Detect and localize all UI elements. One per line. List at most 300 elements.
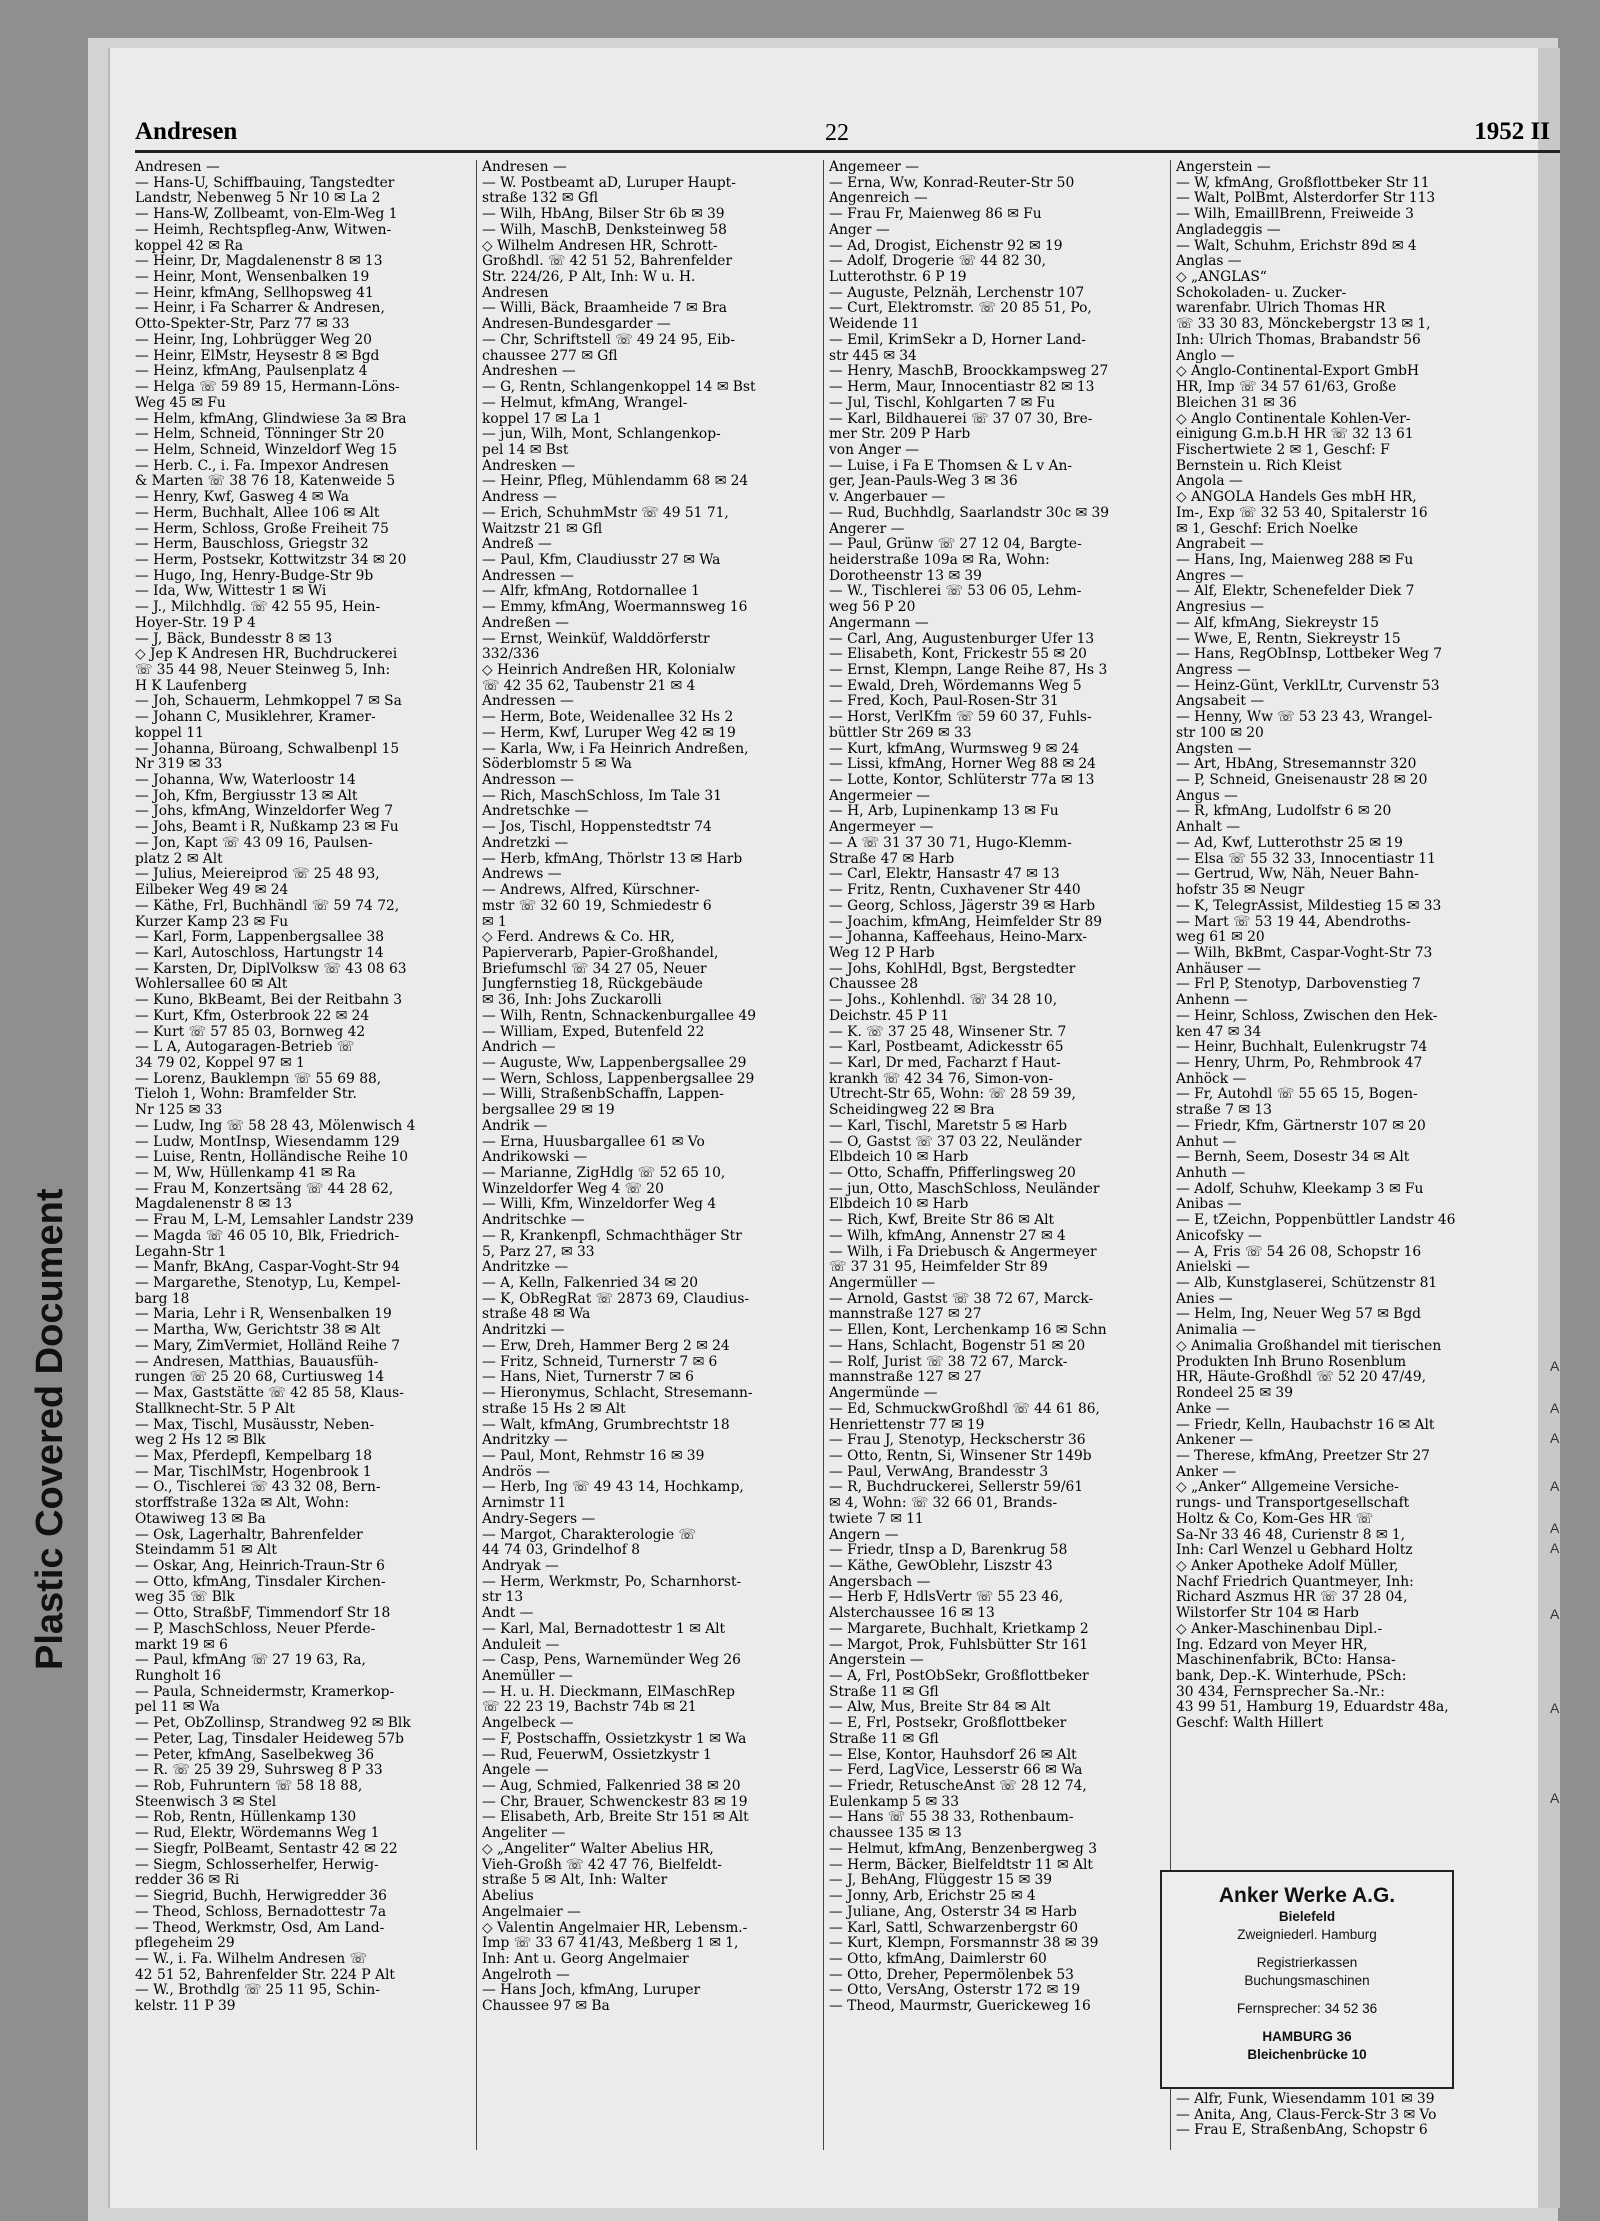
directory-entry: — Herm, Maur, Innocentiastr 82 ✉ 13 xyxy=(829,380,1095,396)
directory-entry: — Frau M, L-M, Lemsahler Landstr 239 xyxy=(135,1213,414,1229)
directory-entry: — Rich, Kwf, Breite Str 86 ✉ Alt xyxy=(829,1213,1055,1229)
directory-entry: — Kurt, Kfm, Osterbrook 22 ✉ 24 xyxy=(135,1008,370,1024)
directory-entry: Angele — xyxy=(482,1763,549,1779)
edge-letter: A xyxy=(1550,1790,1560,1806)
directory-entry: — Henny, Ww ☏ 53 23 43, Wrangel- xyxy=(1176,710,1433,726)
directory-entry: — Chr, Brauer, Schwenckestr 83 ✉ 19 xyxy=(482,1794,748,1810)
directory-entry: — Ernst, Klempn, Lange Reihe 87, Hs 3 xyxy=(829,663,1108,678)
directory-entry: barg 18 xyxy=(135,1291,190,1307)
directory-entry: — Walt, kfmAng, Grumbrechtstr 18 xyxy=(482,1417,730,1433)
directory-entry: — Herm, Werkmstr, Po, Scharnhorst- xyxy=(482,1574,742,1590)
directory-entry: ✉ 4, Wohn: ☏ 32 66 01, Brands- xyxy=(829,1496,1058,1512)
directory-entry: — Herm, Bauschloss, Griegstr 32 xyxy=(135,537,369,553)
directory-entry: Winzeldorfer Weg 4 ☏ 20 xyxy=(482,1181,664,1197)
directory-entry: — Hieronymus, Schlacht, Stresemann- xyxy=(482,1386,753,1402)
directory-entry: — M, Ww, Hüllenkamp 41 ✉ Ra xyxy=(135,1166,356,1181)
directory-entry: — Max, Gaststätte ☏ 42 85 58, Klaus- xyxy=(135,1386,404,1402)
directory-entry: — Theod, Werkmstr, Osd, Am Land- xyxy=(135,1920,385,1936)
directory-entry: — Wilh, HbAng, Bilser Str 6b ✉ 39 xyxy=(482,207,725,223)
directory-entry: — Paul, VerwAng, Brandesstr 3 xyxy=(829,1464,1049,1480)
directory-entry: Henriettenstr 77 ✉ 19 xyxy=(829,1417,985,1433)
directory-entry: Steindamm 51 ✉ Alt xyxy=(135,1543,277,1559)
directory-entry: ◇ Anglo-Continental-Export GmbH xyxy=(1176,364,1420,380)
directory-entry: Angres — xyxy=(1176,568,1244,584)
directory-entry: chaussee 277 ✉ Gfl xyxy=(482,348,618,364)
directory-entry: — Theod, Schloss, Bernadottestr 7a xyxy=(135,1904,387,1920)
directory-entry: ◇ Anglo Continentale Kohlen-Ver- xyxy=(1176,411,1411,427)
directory-entry: — Frl P, Stenotyp, Darbovenstieg 7 xyxy=(1176,977,1421,993)
directory-entry: ☏ 35 44 98, Neuer Steinweg 5, Inh: xyxy=(135,663,391,678)
directory-entry: — A, Fris ☏ 54 26 08, Schopstr 16 xyxy=(1176,1244,1422,1260)
directory-entry: warenfabr. Ulrich Thomas HR xyxy=(1176,301,1386,317)
directory-entry: Angladeggis — xyxy=(1176,222,1281,238)
directory-entry: — Helm, Schneid, Winzeldorf Weg 15 xyxy=(135,442,398,458)
directory-entry: Jungfernstieg 18, Rückgebäude xyxy=(482,977,703,993)
directory-entry: — Siegfr, PolBeamt, Sentastr 42 ✉ 22 xyxy=(135,1841,398,1857)
directory-entry: Andresken — xyxy=(482,458,576,474)
edge-letter: A xyxy=(1550,1540,1560,1556)
edge-letter: A xyxy=(1550,1400,1560,1416)
directory-entry: Stallknecht-Str. 5 P Alt xyxy=(135,1401,295,1417)
directory-entry: — Johanna, Ww, Waterloostr 14 xyxy=(135,773,356,789)
directory-entry: Anhut — xyxy=(1176,1134,1237,1150)
directory-entry: markt 19 ✉ 6 xyxy=(135,1637,228,1653)
directory-entry: — Oskar, Ang, Heinrich-Traun-Str 6 xyxy=(135,1558,385,1574)
directory-entry: Angus — xyxy=(1176,788,1238,804)
directory-entry: redder 36 ✉ Ri xyxy=(135,1873,240,1889)
directory-entry: — Herm, Bote, Weidenallee 32 Hs 2 xyxy=(482,710,734,726)
directory-entry: — Horst, VerlKfm ☏ 59 60 37, Fuhls- xyxy=(829,710,1092,726)
directory-entry: Angersbach — xyxy=(829,1574,931,1590)
directory-entry: — Joh, Schauerm, Lehmkoppel 7 ✉ Sa xyxy=(135,694,402,710)
directory-entry: mannstraße 127 ✉ 27 xyxy=(829,1307,982,1323)
directory-entry: Ing. Edzard von Meyer HR, xyxy=(1176,1637,1368,1653)
directory-entry: ☏ 22 23 19, Bachstr 74b ✉ 21 xyxy=(482,1700,697,1716)
directory-entry: — Karla, Ww, i Fa Heinrich Andreßen, xyxy=(482,741,749,757)
directory-entry: — W., i. Fa. Wilhelm Andresen ☏ xyxy=(135,1951,367,1967)
directory-entry: Angermünde — xyxy=(829,1386,938,1402)
directory-entry: Andritschke — xyxy=(482,1213,585,1229)
directory-entry: Anibas — xyxy=(1176,1197,1242,1213)
directory-entry: — Erich, SchuhmMstr ☏ 49 51 71, xyxy=(482,505,729,521)
directory-entry: Imp ☏ 33 67 41/43, Meßberg 1 ✉ 1, xyxy=(482,1936,739,1952)
header-page-number: 22 xyxy=(825,120,849,146)
directory-entry: Nachf Friedrich Quantmeyer, Inh: xyxy=(1176,1574,1414,1590)
directory-entry: Legahn-Str 1 xyxy=(135,1244,227,1260)
directory-entry: Andresen — xyxy=(482,160,567,175)
directory-entry: — J., Milchhdlg. ☏ 42 55 95, Hein- xyxy=(135,600,381,616)
directory-entry: — R. ☏ 25 39 29, Suhrsweg 8 P 33 xyxy=(135,1763,383,1779)
directory-entry: str 445 ✉ 34 xyxy=(829,348,917,364)
directory-entry: Angermeyer — xyxy=(829,820,934,836)
directory-entry: krankh ☏ 42 34 76, Simon-von- xyxy=(829,1071,1053,1087)
directory-entry: — Frau Fr, Maienweg 86 ✉ Fu xyxy=(829,207,1042,223)
directory-entry: bank, Dep.-K. Winterhude, PSch: xyxy=(1176,1669,1407,1684)
directory-entry: — Friedr, Kelln, Haubachstr 16 ✉ Alt xyxy=(1176,1417,1435,1433)
directory-entry: — Johs, Beamt i R, Nußkamp 23 ✉ Fu xyxy=(135,820,399,836)
directory-entry: Andreß — xyxy=(482,537,552,553)
directory-entry: — Casp, Pens, Warnemünder Weg 26 xyxy=(482,1653,741,1669)
directory-entry: — Otto, VersAng, Osterstr 172 ✉ 19 xyxy=(829,1983,1081,1999)
directory-entry: — Emmy, kfmAng, Woermannsweg 16 xyxy=(482,600,748,616)
directory-entry: — Adolf, Schuhw, Kleekamp 3 ✉ Fu xyxy=(1176,1181,1424,1197)
directory-entry: — Andresen, Matthias, Bauausfüh- xyxy=(135,1354,379,1370)
directory-entry: — Helm, Ing, Neuer Weg 57 ✉ Bgd xyxy=(1176,1307,1421,1323)
directory-entry: — Wwe, E, Rentn, Siekreystr 15 xyxy=(1176,631,1401,647)
directory-entry: — Heinr, Ing, Lohbrügger Weg 20 xyxy=(135,332,372,348)
directory-entry: — Pet, ObZollinsp, Strandweg 92 ✉ Blk xyxy=(135,1716,411,1732)
directory-entry: — Frau M, Konzertsäng ☏ 44 28 62, xyxy=(135,1181,394,1197)
directory-entry: — Else, Kontor, Hauhsdorf 26 ✉ Alt xyxy=(829,1747,1077,1763)
directory-entry: Animalia — xyxy=(1176,1323,1256,1339)
directory-entry: — Otto, kfmAng, Tinsdaler Kirchen- xyxy=(135,1574,386,1590)
directory-entry: — Chr, Schriftstell ☏ 49 24 95, Eib- xyxy=(482,332,736,348)
directory-entry: Abelius xyxy=(482,1889,534,1905)
directory-entry: Inh: Carl Wenzel u Gebhard Holtz xyxy=(1176,1543,1413,1559)
directory-entry: Weg 12 P Harb xyxy=(829,945,935,961)
directory-entry: — Wilh, BkBmt, Caspar-Voght-Str 73 xyxy=(1176,945,1433,961)
directory-entry: — Bernh, Seem, Dosestr 34 ✉ Alt xyxy=(1176,1150,1410,1166)
directory-entry: — Carl, Elektr, Hansastr 47 ✉ 13 xyxy=(829,867,1060,883)
directory-entry: — Friedr, RetuscheAnst ☏ 28 12 74, xyxy=(829,1779,1087,1795)
directory-entry: — Heinz, kfmAng, Paulsenplatz 4 xyxy=(135,364,368,380)
directory-entry: Großhdl. ☏ 42 51 52, Bahrenfelder xyxy=(482,254,733,270)
directory-entry: Schokoladen- u. Zucker- xyxy=(1176,285,1347,301)
directory-entry: Angelroth — xyxy=(482,1967,570,1983)
directory-entry: Andress — xyxy=(482,490,557,506)
directory-entry: — Joh, Kfm, Bergiusstr 13 ✉ Alt xyxy=(135,788,358,804)
directory-entry: pel 14 ✉ Bst xyxy=(482,442,569,458)
directory-entry: — Helmut, kfmAng, Benzenbergweg 3 xyxy=(829,1841,1097,1857)
directory-entry: — Johanna, Kaffeehaus, Heino-Marx- xyxy=(829,930,1088,946)
directory-entry: Anhenn — xyxy=(1176,993,1248,1009)
directory-entry: Anies — xyxy=(1176,1291,1233,1307)
directory-entry: — Johann C, Musiklehrer, Kramer- xyxy=(135,710,376,726)
column-2 xyxy=(482,160,817,2150)
directory-entry: Str. 224/26, P Alt, Inh: W u. H. xyxy=(482,270,696,286)
directory-entry: Eilbeker Weg 49 ✉ 24 xyxy=(135,883,289,899)
directory-entry: Angermann — xyxy=(829,615,929,631)
directory-entry: Andretschke — xyxy=(482,804,589,820)
directory-entry: Weidende 11 xyxy=(829,317,920,333)
directory-entry: ◇ „ANGLAS“ xyxy=(1176,270,1267,286)
directory-entry: — Juliane, Ang, Osterstr 34 ✉ Harb xyxy=(829,1904,1077,1920)
directory-entry: — J, Bäck, Bundesstr 8 ✉ 13 xyxy=(135,631,333,647)
directory-entry: kelstr. 11 P 39 xyxy=(135,1999,236,2015)
directory-entry: Andrich — xyxy=(482,1040,556,1056)
directory-entry: — Auguste, Ww, Lappenbergsallee 29 xyxy=(482,1055,747,1071)
directory-entry: — Paula, Schneidermstr, Kramerkop- xyxy=(135,1684,395,1700)
directory-entry: — Karl, Postbeamt, Adickesstr 65 xyxy=(829,1040,1064,1056)
directory-entry: Andritzki — xyxy=(482,1323,565,1339)
ad-title: Anker Werke A.G. xyxy=(1218,1884,1396,1907)
directory-entry: Nr 319 ✉ 33 xyxy=(135,757,223,773)
directory-entry: straße 132 ✉ Gfl xyxy=(482,191,599,207)
directory-entry: — Mary, ZimVermiet, Holländ Reihe 7 xyxy=(135,1338,401,1354)
directory-entry: Angress — xyxy=(1176,663,1251,678)
directory-entry: — K, TelegrAssist, Mildestieg 15 ✉ 33 xyxy=(1176,898,1442,914)
directory-entry: Andresson — xyxy=(482,773,574,789)
directory-entry: — Peter, Lag, Tinsdaler Heideweg 57b xyxy=(135,1731,404,1747)
directory-entry: — Herb. C., i. Fa. Impexor Andresen xyxy=(135,458,389,474)
directory-entry: pflegeheim 29 xyxy=(135,1936,235,1952)
directory-entry: straße 15 Hs 2 ✉ Alt xyxy=(482,1401,626,1417)
directory-entry: Utrecht-Str 65, Wohn: ☏ 28 59 39, xyxy=(829,1087,1076,1103)
directory-entry: ◇ Anker-Maschinenbau Dipl.- xyxy=(1176,1621,1383,1637)
directory-entry: Sa-Nr 33 46 48, Curienstr 8 ✉ 1, xyxy=(1176,1527,1405,1543)
directory-entry: — Rob, Fuhruntern ☏ 58 18 88, xyxy=(135,1779,363,1795)
directory-entry: — Johs., Kohlenhdl. ☏ 34 28 10, xyxy=(829,993,1058,1009)
directory-entry: — R, Krankenpfl, Schmachthäger Str xyxy=(482,1228,742,1244)
directory-entry: Anglo — xyxy=(1176,348,1235,364)
directory-entry: Anglas — xyxy=(1176,254,1242,270)
directory-entry: — Hans, Schlacht, Bogenstr 51 ✉ 20 xyxy=(829,1338,1086,1354)
directory-entry: — Ad, Drogist, Eichenstr 92 ✉ 19 xyxy=(829,238,1063,254)
directory-entry: — Karl, Tischl, Maretstr 5 ✉ Harb xyxy=(829,1118,1068,1134)
directory-entry: — Helga ☏ 59 89 15, Hermann-Löns- xyxy=(135,380,400,396)
directory-entry: — H, Arb, Lupinenkamp 13 ✉ Fu xyxy=(829,804,1059,820)
directory-entry: — Elisabeth, Kont, Frickestr 55 ✉ 20 xyxy=(829,647,1087,663)
directory-entry: — Hans ☏ 55 38 33, Rothenbaum- xyxy=(829,1810,1074,1826)
directory-entry: Vieh-Großh ☏ 42 47 76, Bielfeldt- xyxy=(482,1857,722,1873)
directory-entry: Fischertwiete 2 ✉ 1, Geschf: F xyxy=(1176,442,1390,458)
edge-letter: A xyxy=(1550,1700,1560,1716)
directory-entry: — Karl, Bildhauerei ☏ 37 07 30, Bre- xyxy=(829,411,1093,427)
directory-entry: — Ida, Ww, Wittestr 1 ✉ Wi xyxy=(135,584,327,600)
directory-entry: — Aug, Schmied, Falkenried 38 ✉ 20 xyxy=(482,1779,741,1795)
directory-entry: ☏ 37 31 95, Heimfelder Str 89 xyxy=(829,1260,1048,1276)
edge-letter: A xyxy=(1550,1478,1560,1494)
column-4 xyxy=(1176,160,1511,1855)
directory-entry: — Ferd, LagVice, Lesserstr 66 ✉ Wa xyxy=(829,1763,1083,1779)
directory-entry: — J, BehAng, Flüggestr 15 ✉ 39 xyxy=(829,1873,1053,1889)
directory-entry: — Hans, Ing, Maienweg 288 ✉ Fu xyxy=(1176,552,1414,568)
directory-entry: Andresen xyxy=(482,285,549,301)
directory-entry: Angsabeit — xyxy=(1176,694,1265,710)
directory-entry: Anhäuser — xyxy=(1176,961,1261,977)
directory-entry: Inh: Ulrich Thomas, Brabandstr 56 xyxy=(1176,332,1421,348)
directory-entry: str 100 ✉ 20 xyxy=(1176,725,1264,741)
directory-entry: Maschinenfabrik, BCto: Hansa- xyxy=(1176,1653,1396,1669)
directory-entry: — Jon, Kapt ☏ 43 09 16, Paulsen- xyxy=(135,835,373,851)
directory-entry: — O., Tischlerei ☏ 43 32 08, Bern- xyxy=(135,1480,381,1496)
column-3 xyxy=(829,160,1164,2150)
directory-entry: — Carl, Ang, Augustenburger Ufer 13 xyxy=(829,631,1095,647)
directory-entry: — Gertrud, Ww, Näh, Neuer Bahn- xyxy=(1176,867,1419,883)
directory-entry: koppel 11 xyxy=(135,725,204,741)
directory-entry: ◇ Valentin Angelmaier HR, Lebensm.- xyxy=(482,1920,748,1936)
directory-entry: — Jul, Tischl, Kohlgarten 7 ✉ Fu xyxy=(829,395,1056,411)
directory-entry: — Auguste, Pelznäh, Lerchenstr 107 xyxy=(829,285,1085,301)
directory-entry: — Therese, kfmAng, Preetzer Str 27 xyxy=(1176,1448,1430,1464)
next-page-edge xyxy=(1538,48,1560,2208)
directory-entry: — Frau E, StraßenbAng, Schopstr 6 xyxy=(1176,2123,1428,2139)
directory-entry: Bleichen 31 ✉ 36 xyxy=(1176,395,1297,411)
directory-entry: Anker — xyxy=(1176,1464,1237,1480)
directory-entry: — Otto, StraßbF, Timmendorf Str 18 xyxy=(135,1606,391,1622)
directory-entry: — Johs, KohlHdl, Bgst, Bergstedter xyxy=(829,961,1076,977)
edge-letter: A xyxy=(1550,1430,1560,1446)
directory-entry: — Margarete, Buchhalt, Krietkamp 2 xyxy=(829,1621,1089,1637)
directory-entry: — Peter, kfmAng, Saselbekweg 36 xyxy=(135,1747,375,1763)
directory-entry: Chaussee 28 xyxy=(829,977,918,993)
directory-entry: ✉ 1 xyxy=(482,914,507,930)
directory-entry: Anke — xyxy=(1176,1401,1230,1417)
directory-entry: — Heinr, i Fa Scharrer & Andresen, xyxy=(135,301,385,317)
directory-entry: Angresius — xyxy=(1176,600,1265,616)
directory-entry: — Magda ☏ 46 05 10, Blk, Friedrich- xyxy=(135,1228,400,1244)
directory-entry: — Erna, Huusbargallee 61 ✉ Vo xyxy=(482,1134,705,1150)
directory-entry: — Willi, Bäck, Braamheide 7 ✉ Bra xyxy=(482,301,727,317)
directory-entry: 44 74 03, Grindelhof 8 xyxy=(482,1543,640,1559)
directory-entry: ◇ Animalia Großhandel mit tierischen xyxy=(1176,1338,1442,1354)
directory-entry: Anger — xyxy=(829,222,890,238)
directory-entry: Deichstr. 45 P 11 xyxy=(829,1008,949,1024)
directory-entry: — Karl, Form, Lappenbergsallee 38 xyxy=(135,930,384,946)
directory-entry: Andreshen — xyxy=(482,364,576,380)
directory-entry: ◇ Anker Apotheke Adolf Müller, xyxy=(1176,1558,1399,1574)
directory-entry: Straße 11 ✉ Gfl xyxy=(829,1731,939,1747)
directory-entry: — Adolf, Drogerie ☏ 44 82 30, xyxy=(829,254,1047,270)
directory-entry: — Andrews, Alfred, Kürschner- xyxy=(482,883,700,899)
directory-entry: platz 2 ✉ Alt xyxy=(135,851,223,867)
directory-entry: weg 56 P 20 xyxy=(829,600,916,616)
directory-entry: — Fritz, Rentn, Cuxhavener Str 440 xyxy=(829,883,1081,899)
directory-entry: — Lotte, Kontor, Schlüterstr 77a ✉ 13 xyxy=(829,773,1095,789)
directory-entry: — Heinr, Dr, Magdalenenstr 8 ✉ 13 xyxy=(135,254,383,270)
directory-entry: — Kurt, Klempn, Forsmannstr 38 ✉ 39 xyxy=(829,1936,1099,1952)
directory-entry: — Herb, Ing ☏ 49 43 14, Hochkamp, xyxy=(482,1480,744,1496)
directory-entry: — Ernst, Weinküf, Walddörferstr xyxy=(482,631,710,647)
directory-entry: büttler Str 269 ✉ 33 xyxy=(829,725,972,741)
directory-entry: — Heinr, Pfleg, Mühlendamm 68 ✉ 24 xyxy=(482,474,749,490)
directory-entry: 42 51 52, Bahrenfelder Str. 224 P Alt xyxy=(135,1967,395,1983)
directory-entry: Angerer — xyxy=(829,521,905,537)
directory-entry: — Rud, Elektr, Wördemanns Weg 1 xyxy=(135,1826,380,1842)
directory-entry: Angermeier — xyxy=(829,788,931,804)
directory-entry: chaussee 135 ✉ 13 xyxy=(829,1826,962,1842)
directory-entry: — Herm, Postsekr, Kottwitzstr 34 ✉ 20 xyxy=(135,552,407,568)
directory-entry: — Margot, Prok, Fuhlsbütter Str 161 xyxy=(829,1637,1089,1653)
directory-entry: Waitzstr 21 ✉ Gfl xyxy=(482,521,603,537)
directory-entry: — Heinr, Mont, Wensenbalken 19 xyxy=(135,270,370,286)
ad-product: Buchungsmaschinen xyxy=(1244,1973,1370,1988)
directory-entry: — Jos, Tischl, Hoppenstedtstr 74 xyxy=(482,820,712,836)
directory-entry: straße 48 ✉ Wa xyxy=(482,1307,591,1323)
directory-entry: Anhalt — xyxy=(1176,820,1241,836)
column-4-tail xyxy=(1176,2092,1511,2162)
directory-entry: 34 79 02, Koppel 97 ✉ 1 xyxy=(135,1055,305,1071)
directory-entry: — Arnold, Gastst ☏ 38 72 67, Marck- xyxy=(829,1291,1094,1307)
directory-entry: Andretzki — xyxy=(482,835,569,851)
directory-entry: Angermüller — xyxy=(829,1276,936,1292)
directory-entry: — Kuno, BkBeamt, Bei der Reitbahn 3 xyxy=(135,993,403,1009)
directory-entry: Steenwisch 3 ✉ Stel xyxy=(135,1794,277,1810)
directory-entry: ◇ Jep K Andresen HR, Buchdruckerei xyxy=(135,647,398,663)
directory-entry: Rondeel 25 ✉ 39 xyxy=(1176,1386,1293,1402)
directory-entry: — A, Kelln, Falkenried 34 ✉ 20 xyxy=(482,1276,699,1292)
directory-entry: — Mar, TischlMstr, Hogenbrook 1 xyxy=(135,1464,372,1480)
directory-entry: Anhöck — xyxy=(1176,1071,1247,1087)
directory-entry: — P, Schneid, Gneisenaustr 28 ✉ 20 xyxy=(1176,773,1428,789)
directory-entry: — Walt, Schuhm, Erichstr 89d ✉ 4 xyxy=(1176,238,1417,254)
directory-entry: Andrik — xyxy=(482,1118,548,1134)
directory-entry: — Margarethe, Stenotyp, Lu, Kempel- xyxy=(135,1276,401,1292)
directory-entry: ◇ ANGOLA Handels Ges mbH HR, xyxy=(1176,490,1417,506)
column-divider xyxy=(476,160,477,2150)
directory-entry: Magdalenenstr 8 ✉ 13 xyxy=(135,1197,293,1213)
directory-entry: — Helmut, kfmAng, Wrangel- xyxy=(482,395,688,411)
directory-entry: — jun, Otto, MaschSchloss, Neuländer xyxy=(829,1181,1100,1197)
directory-entry: ger, Jean-Pauls-Weg 3 ✉ 36 xyxy=(829,474,1018,490)
directory-entry: straße 7 ✉ 13 xyxy=(1176,1103,1272,1119)
page-header xyxy=(135,60,1560,146)
directory-entry: — Ewald, Dreh, Wördemanns Weg 5 xyxy=(829,678,1082,694)
ad-city: Bielefeld xyxy=(1278,1909,1336,1924)
directory-entry: — A, Frl, PostObSekr, Großflottbeker xyxy=(829,1669,1089,1684)
directory-entry: Nr 125 ✉ 33 xyxy=(135,1103,223,1119)
directory-entry: Andryak — xyxy=(482,1558,559,1574)
directory-entry: — Theod, Maurmstr, Guerickeweg 16 xyxy=(829,1999,1091,2015)
directory-entry: — Karl, Autoschloss, Hartungstr 14 xyxy=(135,945,384,961)
directory-entry: hofstr 35 ✉ Neugr xyxy=(1176,883,1305,899)
directory-entry: — Karsten, Dr, DiplVolksw ☏ 43 08 63 xyxy=(135,961,407,977)
directory-entry: — Elsa ☏ 55 32 33, Innocentiastr 11 xyxy=(1176,851,1436,867)
directory-entry: — Hans-U, Schiffbauing, Tangstedter xyxy=(135,175,395,191)
directory-entry: — Maria, Lehr i R, Wensenbalken 19 xyxy=(135,1307,392,1323)
directory-entry: — Johanna, Büroang, Schwalbenpl 15 xyxy=(135,741,400,757)
directory-entry: Andresen — xyxy=(135,160,220,175)
directory-entry: — Hans, Niet, Turnerstr 7 ✉ 6 xyxy=(482,1370,694,1386)
directory-entry: — Heinr, ElMstr, Heysestr 8 ✉ Bgd xyxy=(135,348,380,364)
directory-entry: H K Laufenberg xyxy=(135,678,247,694)
directory-entry: — Anita, Ang, Claus-Ferck-Str 3 ✉ Vo xyxy=(1176,2107,1437,2123)
directory-entry: Andry-Segers — xyxy=(482,1511,596,1527)
column-divider xyxy=(823,160,824,2150)
edge-letter: A xyxy=(1550,1606,1560,1622)
directory-entry: — Herm, Bäcker, Bielfeldtstr 11 ✉ Alt xyxy=(829,1857,1093,1873)
directory-entry: Papierverarb, Papier-Großhandel, xyxy=(482,945,719,961)
ad-phone: Fernsprecher: 34 52 36 xyxy=(1236,2001,1378,2016)
directory-entry: str 13 xyxy=(482,1590,524,1606)
directory-entry: — F, Postschaffn, Ossietzkystr 1 ✉ Wa xyxy=(482,1731,747,1747)
directory-entry: — Manfr, BkAng, Caspar-Voght-Str 94 xyxy=(135,1260,400,1276)
directory-entry: Angelmaier — xyxy=(482,1904,581,1920)
directory-entry: — Ludw, MontInsp, Wiesendamm 129 xyxy=(135,1134,400,1150)
directory-entry: Angern — xyxy=(829,1527,899,1543)
directory-entry: — R, Buchdruckerei, Sellerstr 59/61 xyxy=(829,1480,1084,1496)
directory-entry: Arnimstr 11 xyxy=(482,1496,567,1512)
directory-entry: Scheidingweg 22 ✉ Bra xyxy=(829,1103,995,1119)
directory-entry: Anielski — xyxy=(1176,1260,1250,1276)
directory-entry: koppel 42 ✉ Ra xyxy=(135,238,244,254)
directory-entry: — Emil, KrimSekr a D, Horner Land- xyxy=(829,332,1086,348)
directory-entry: — Paul, Mont, Rehmstr 16 ✉ 39 xyxy=(482,1448,705,1464)
directory-entry: — Henry, Kwf, Gasweg 4 ✉ Wa xyxy=(135,490,349,506)
directory-entry: Söderblomstr 5 ✉ Wa xyxy=(482,757,632,773)
directory-entry: twiete 7 ✉ 11 xyxy=(829,1511,924,1527)
directory-entry: Landstr, Nebenweg 5 Nr 10 ✉ La 2 xyxy=(135,191,381,207)
directory-entry: — Alw, Mus, Breite Str 84 ✉ Alt xyxy=(829,1700,1051,1716)
directory-entry: — Herb, kfmAng, Thörlstr 13 ✉ Harb xyxy=(482,851,743,867)
directory-entry: Weg 45 ✉ Fu xyxy=(135,395,226,411)
directory-entry: Tieloh 1, Wohn: Bramfelder Str. xyxy=(135,1087,357,1103)
directory-entry: — Ludw, Ing ☏ 58 28 43, Mölenwisch 4 xyxy=(135,1118,416,1134)
directory-entry: — Heinr, Buchhalt, Eulenkrugstr 74 xyxy=(1176,1040,1428,1056)
directory-entry: Andritzky — xyxy=(482,1433,568,1449)
directory-entry: weg 2 Hs 12 ✉ Blk xyxy=(135,1433,266,1449)
directory-entry: weg 61 ✉ 20 xyxy=(1176,930,1265,946)
